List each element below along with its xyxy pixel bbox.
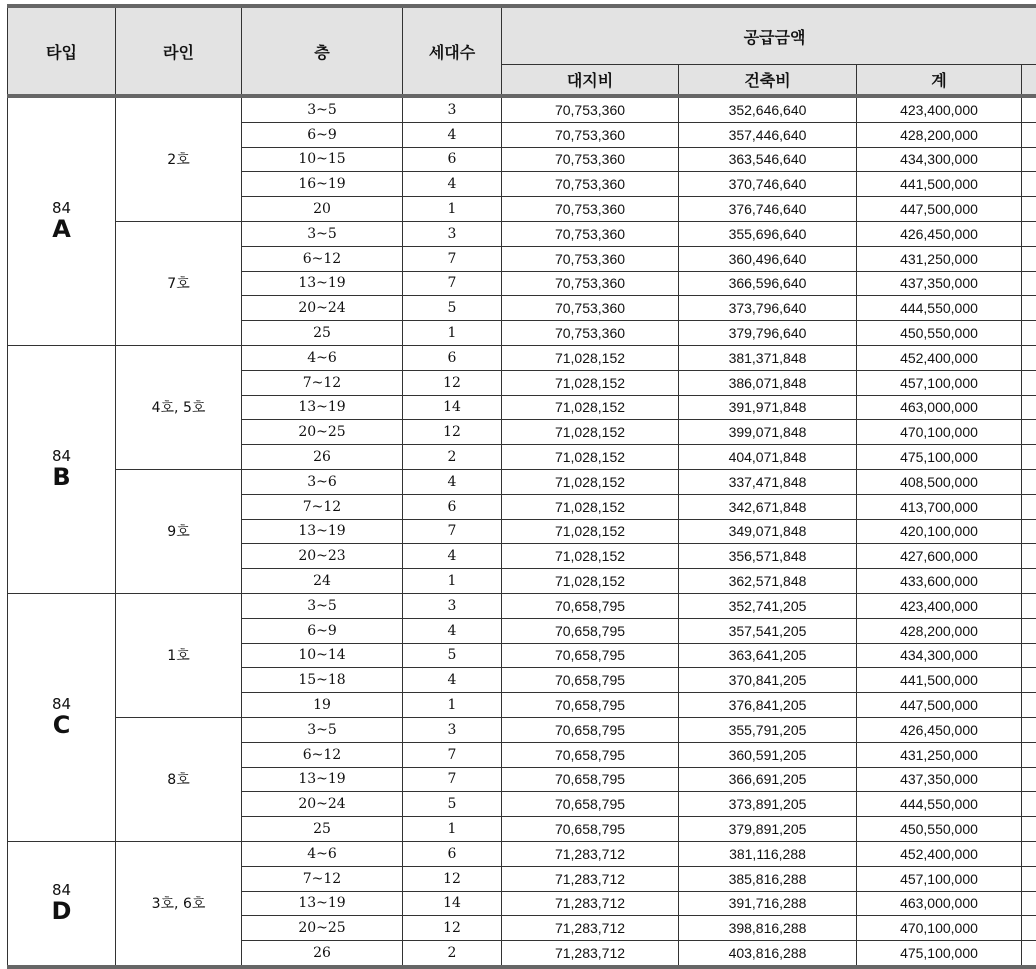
total-cell: 433,600,000	[857, 569, 1022, 594]
land-cost-cell: 70,658,795	[502, 742, 679, 767]
extra-cell	[1022, 147, 1036, 172]
households-cell: 1	[403, 569, 502, 594]
land-cost-cell: 71,028,152	[502, 569, 679, 594]
households-cell: 2	[403, 445, 502, 470]
floor-cell: 7~12	[242, 370, 403, 395]
building-cost-cell: 403,816,288	[679, 941, 857, 967]
floor-cell: 20	[242, 197, 403, 222]
land-cost-cell: 71,283,712	[502, 866, 679, 891]
line-cell: 4호, 5호	[116, 345, 242, 469]
floor-cell: 13~19	[242, 891, 403, 916]
land-cost-cell: 71,028,152	[502, 544, 679, 569]
total-cell: 452,400,000	[857, 345, 1022, 370]
households-cell: 4	[403, 544, 502, 569]
type-letter: A	[52, 214, 71, 243]
extra-cell	[1022, 246, 1036, 271]
total-cell: 463,000,000	[857, 395, 1022, 420]
floor-cell: 25	[242, 321, 403, 346]
floor-cell: 20~25	[242, 420, 403, 445]
total-cell: 423,400,000	[857, 593, 1022, 618]
floor-cell: 4~6	[242, 841, 403, 866]
floor-cell: 20~23	[242, 544, 403, 569]
households-cell: 3	[403, 96, 502, 122]
households-cell: 14	[403, 891, 502, 916]
building-cost-cell: 381,371,848	[679, 345, 857, 370]
extra-cell	[1022, 221, 1036, 246]
type-cell	[8, 345, 116, 593]
building-cost-cell: 363,641,205	[679, 643, 857, 668]
land-cost-cell: 70,658,795	[502, 643, 679, 668]
land-cost-cell: 70,753,360	[502, 296, 679, 321]
supply-price-table	[7, 4, 1036, 969]
land-cost-cell: 70,753,360	[502, 221, 679, 246]
total-cell: 437,350,000	[857, 271, 1022, 296]
type-area: 84	[51, 446, 72, 465]
total-cell: 457,100,000	[857, 866, 1022, 891]
land-cost-cell: 71,283,712	[502, 841, 679, 866]
header-households: 세대수	[403, 6, 502, 96]
extra-cell	[1022, 916, 1036, 941]
households-cell: 1	[403, 817, 502, 842]
total-cell: 447,500,000	[857, 197, 1022, 222]
extra-cell	[1022, 618, 1036, 643]
building-cost-cell: 363,546,640	[679, 147, 857, 172]
type-area: 84	[51, 199, 72, 218]
total-cell: 475,100,000	[857, 445, 1022, 470]
header-line: 라인	[116, 6, 242, 96]
total-cell: 413,700,000	[857, 494, 1022, 519]
header-building-cost: 건축비	[679, 65, 857, 97]
building-cost-cell: 386,071,848	[679, 370, 857, 395]
floor-cell: 6~9	[242, 618, 403, 643]
line-cell: 2호	[116, 96, 242, 221]
total-cell: 428,200,000	[857, 122, 1022, 147]
land-cost-cell: 70,658,795	[502, 817, 679, 842]
building-cost-cell: 379,891,205	[679, 817, 857, 842]
extra-cell	[1022, 593, 1036, 618]
total-cell: 444,550,000	[857, 792, 1022, 817]
table-row	[8, 221, 1036, 246]
land-cost-cell: 71,283,712	[502, 916, 679, 941]
extra-cell	[1022, 494, 1036, 519]
land-cost-cell: 70,658,795	[502, 593, 679, 618]
extra-cell	[1022, 569, 1036, 594]
extra-cell	[1022, 395, 1036, 420]
floor-cell: 26	[242, 445, 403, 470]
floor-cell: 13~19	[242, 767, 403, 792]
land-cost-cell: 70,753,360	[502, 147, 679, 172]
type-letter: D	[51, 896, 72, 925]
type-letter: B	[52, 462, 71, 491]
floor-cell: 3~5	[242, 717, 403, 742]
households-cell: 5	[403, 296, 502, 321]
land-cost-cell: 71,028,152	[502, 494, 679, 519]
households-cell: 5	[403, 643, 502, 668]
households-cell: 7	[403, 767, 502, 792]
households-cell: 7	[403, 246, 502, 271]
extra-cell	[1022, 767, 1036, 792]
land-cost-cell: 71,028,152	[502, 345, 679, 370]
building-cost-cell: 357,446,640	[679, 122, 857, 147]
type-cell	[8, 841, 116, 966]
total-cell: 426,450,000	[857, 717, 1022, 742]
floor-cell: 3~5	[242, 221, 403, 246]
total-cell: 457,100,000	[857, 370, 1022, 395]
extra-cell	[1022, 420, 1036, 445]
households-cell: 3	[403, 221, 502, 246]
floor-cell: 26	[242, 941, 403, 967]
total-cell: 463,000,000	[857, 891, 1022, 916]
land-cost-cell: 70,753,360	[502, 172, 679, 197]
building-cost-cell: 352,741,205	[679, 593, 857, 618]
households-cell: 4	[403, 668, 502, 693]
building-cost-cell: 376,746,640	[679, 197, 857, 222]
extra-cell	[1022, 693, 1036, 718]
building-cost-cell: 399,071,848	[679, 420, 857, 445]
households-cell: 1	[403, 197, 502, 222]
extra-cell	[1022, 321, 1036, 346]
land-cost-cell: 71,283,712	[502, 941, 679, 967]
floor-cell: 25	[242, 817, 403, 842]
extra-cell	[1022, 792, 1036, 817]
floor-cell: 15~18	[242, 668, 403, 693]
total-cell: 452,400,000	[857, 841, 1022, 866]
extra-cell	[1022, 544, 1036, 569]
land-cost-cell: 70,658,795	[502, 717, 679, 742]
floor-cell: 13~19	[242, 271, 403, 296]
floor-cell: 16~19	[242, 172, 403, 197]
building-cost-cell: 355,696,640	[679, 221, 857, 246]
land-cost-cell: 71,283,712	[502, 891, 679, 916]
table-row	[8, 469, 1036, 494]
header-land-cost: 대지비	[502, 65, 679, 97]
building-cost-cell: 376,841,205	[679, 693, 857, 718]
households-cell: 3	[403, 717, 502, 742]
floor-cell: 4~6	[242, 345, 403, 370]
land-cost-cell: 71,028,152	[502, 519, 679, 544]
total-cell: 450,550,000	[857, 817, 1022, 842]
extra-cell	[1022, 668, 1036, 693]
building-cost-cell: 391,971,848	[679, 395, 857, 420]
extra-cell	[1022, 866, 1036, 891]
building-cost-cell: 352,646,640	[679, 96, 857, 122]
land-cost-cell: 70,753,360	[502, 246, 679, 271]
households-cell: 2	[403, 941, 502, 967]
building-cost-cell: 366,691,205	[679, 767, 857, 792]
total-cell: 444,550,000	[857, 296, 1022, 321]
building-cost-cell: 360,591,205	[679, 742, 857, 767]
households-cell: 6	[403, 345, 502, 370]
type-cell	[8, 96, 116, 345]
extra-cell	[1022, 370, 1036, 395]
households-cell: 4	[403, 618, 502, 643]
table-body	[8, 96, 1036, 967]
extra-cell	[1022, 469, 1036, 494]
floor-cell: 13~19	[242, 395, 403, 420]
building-cost-cell: 373,796,640	[679, 296, 857, 321]
building-cost-cell: 357,541,205	[679, 618, 857, 643]
total-cell: 475,100,000	[857, 941, 1022, 967]
households-cell: 7	[403, 271, 502, 296]
floor-cell: 3~5	[242, 593, 403, 618]
line-cell: 7호	[116, 221, 242, 345]
extra-cell	[1022, 345, 1036, 370]
building-cost-cell: 391,716,288	[679, 891, 857, 916]
total-cell: 431,250,000	[857, 246, 1022, 271]
building-cost-cell: 360,496,640	[679, 246, 857, 271]
extra-cell	[1022, 96, 1036, 122]
building-cost-cell: 356,571,848	[679, 544, 857, 569]
floor-cell: 3~6	[242, 469, 403, 494]
land-cost-cell: 70,753,360	[502, 96, 679, 122]
building-cost-cell: 366,596,640	[679, 271, 857, 296]
table-row	[8, 96, 1036, 122]
building-cost-cell: 385,816,288	[679, 866, 857, 891]
total-cell: 408,500,000	[857, 469, 1022, 494]
households-cell: 4	[403, 469, 502, 494]
header-extra	[1022, 65, 1036, 97]
extra-cell	[1022, 717, 1036, 742]
land-cost-cell: 71,028,152	[502, 469, 679, 494]
extra-cell	[1022, 197, 1036, 222]
type-area: 84	[51, 880, 72, 899]
land-cost-cell: 70,658,795	[502, 668, 679, 693]
header-type: 타입	[8, 6, 116, 96]
line-cell: 8호	[116, 717, 242, 841]
extra-cell	[1022, 271, 1036, 296]
extra-cell	[1022, 742, 1036, 767]
total-cell: 470,100,000	[857, 916, 1022, 941]
land-cost-cell: 70,753,360	[502, 197, 679, 222]
extra-cell	[1022, 941, 1036, 967]
floor-cell: 20~24	[242, 792, 403, 817]
total-cell: 434,300,000	[857, 643, 1022, 668]
households-cell: 12	[403, 420, 502, 445]
type-cell	[8, 593, 116, 841]
land-cost-cell: 71,028,152	[502, 445, 679, 470]
extra-cell	[1022, 296, 1036, 321]
households-cell: 5	[403, 792, 502, 817]
households-cell: 12	[403, 916, 502, 941]
extra-cell	[1022, 891, 1036, 916]
extra-cell	[1022, 841, 1036, 866]
households-cell: 14	[403, 395, 502, 420]
households-cell: 1	[403, 693, 502, 718]
floor-cell: 7~12	[242, 866, 403, 891]
floor-cell: 13~19	[242, 519, 403, 544]
floor-cell: 6~12	[242, 246, 403, 271]
building-cost-cell: 337,471,848	[679, 469, 857, 494]
total-cell: 470,100,000	[857, 420, 1022, 445]
floor-cell: 7~12	[242, 494, 403, 519]
land-cost-cell: 71,028,152	[502, 420, 679, 445]
table-row	[8, 345, 1036, 370]
households-cell: 4	[403, 122, 502, 147]
land-cost-cell: 70,753,360	[502, 321, 679, 346]
land-cost-cell: 70,753,360	[502, 271, 679, 296]
building-cost-cell: 381,116,288	[679, 841, 857, 866]
extra-cell	[1022, 445, 1036, 470]
households-cell: 6	[403, 147, 502, 172]
table-row	[8, 841, 1036, 866]
floor-cell: 20~24	[242, 296, 403, 321]
floor-cell: 24	[242, 569, 403, 594]
header-total: 계	[857, 65, 1022, 97]
floor-cell: 6~9	[242, 122, 403, 147]
building-cost-cell: 370,746,640	[679, 172, 857, 197]
floor-cell: 6~12	[242, 742, 403, 767]
header-supply-price: 공급금액	[502, 6, 1036, 65]
total-cell: 441,500,000	[857, 668, 1022, 693]
extra-cell	[1022, 643, 1036, 668]
extra-cell	[1022, 519, 1036, 544]
extra-cell	[1022, 122, 1036, 147]
line-cell: 3호, 6호	[116, 841, 242, 966]
households-cell: 6	[403, 841, 502, 866]
total-cell: 426,450,000	[857, 221, 1022, 246]
type-letter: C	[52, 710, 71, 739]
header-floor: 층	[242, 6, 403, 96]
building-cost-cell: 355,791,205	[679, 717, 857, 742]
building-cost-cell: 373,891,205	[679, 792, 857, 817]
land-cost-cell: 70,753,360	[502, 122, 679, 147]
land-cost-cell: 70,658,795	[502, 767, 679, 792]
land-cost-cell: 70,658,795	[502, 693, 679, 718]
total-cell: 450,550,000	[857, 321, 1022, 346]
floor-cell: 10~15	[242, 147, 403, 172]
type-area: 84	[51, 694, 72, 713]
land-cost-cell: 71,028,152	[502, 395, 679, 420]
total-cell: 431,250,000	[857, 742, 1022, 767]
total-cell: 437,350,000	[857, 767, 1022, 792]
land-cost-cell: 70,658,795	[502, 618, 679, 643]
building-cost-cell: 404,071,848	[679, 445, 857, 470]
extra-cell	[1022, 172, 1036, 197]
building-cost-cell: 349,071,848	[679, 519, 857, 544]
building-cost-cell: 370,841,205	[679, 668, 857, 693]
building-cost-cell: 362,571,848	[679, 569, 857, 594]
building-cost-cell: 398,816,288	[679, 916, 857, 941]
table-row	[8, 593, 1036, 618]
total-cell: 423,400,000	[857, 96, 1022, 122]
households-cell: 4	[403, 172, 502, 197]
line-cell: 1호	[116, 593, 242, 717]
households-cell: 7	[403, 519, 502, 544]
extra-cell	[1022, 817, 1036, 842]
floor-cell: 3~5	[242, 96, 403, 122]
building-cost-cell: 342,671,848	[679, 494, 857, 519]
land-cost-cell: 70,658,795	[502, 792, 679, 817]
households-cell: 12	[403, 866, 502, 891]
households-cell: 6	[403, 494, 502, 519]
households-cell: 12	[403, 370, 502, 395]
total-cell: 428,200,000	[857, 618, 1022, 643]
total-cell: 420,100,000	[857, 519, 1022, 544]
total-cell: 434,300,000	[857, 147, 1022, 172]
households-cell: 7	[403, 742, 502, 767]
floor-cell: 10~14	[242, 643, 403, 668]
land-cost-cell: 71,028,152	[502, 370, 679, 395]
floor-cell: 19	[242, 693, 403, 718]
floor-cell: 20~25	[242, 916, 403, 941]
households-cell: 1	[403, 321, 502, 346]
households-cell: 3	[403, 593, 502, 618]
total-cell: 427,600,000	[857, 544, 1022, 569]
table-row	[8, 717, 1036, 742]
line-cell: 9호	[116, 469, 242, 593]
total-cell: 447,500,000	[857, 693, 1022, 718]
total-cell: 441,500,000	[857, 172, 1022, 197]
building-cost-cell: 379,796,640	[679, 321, 857, 346]
